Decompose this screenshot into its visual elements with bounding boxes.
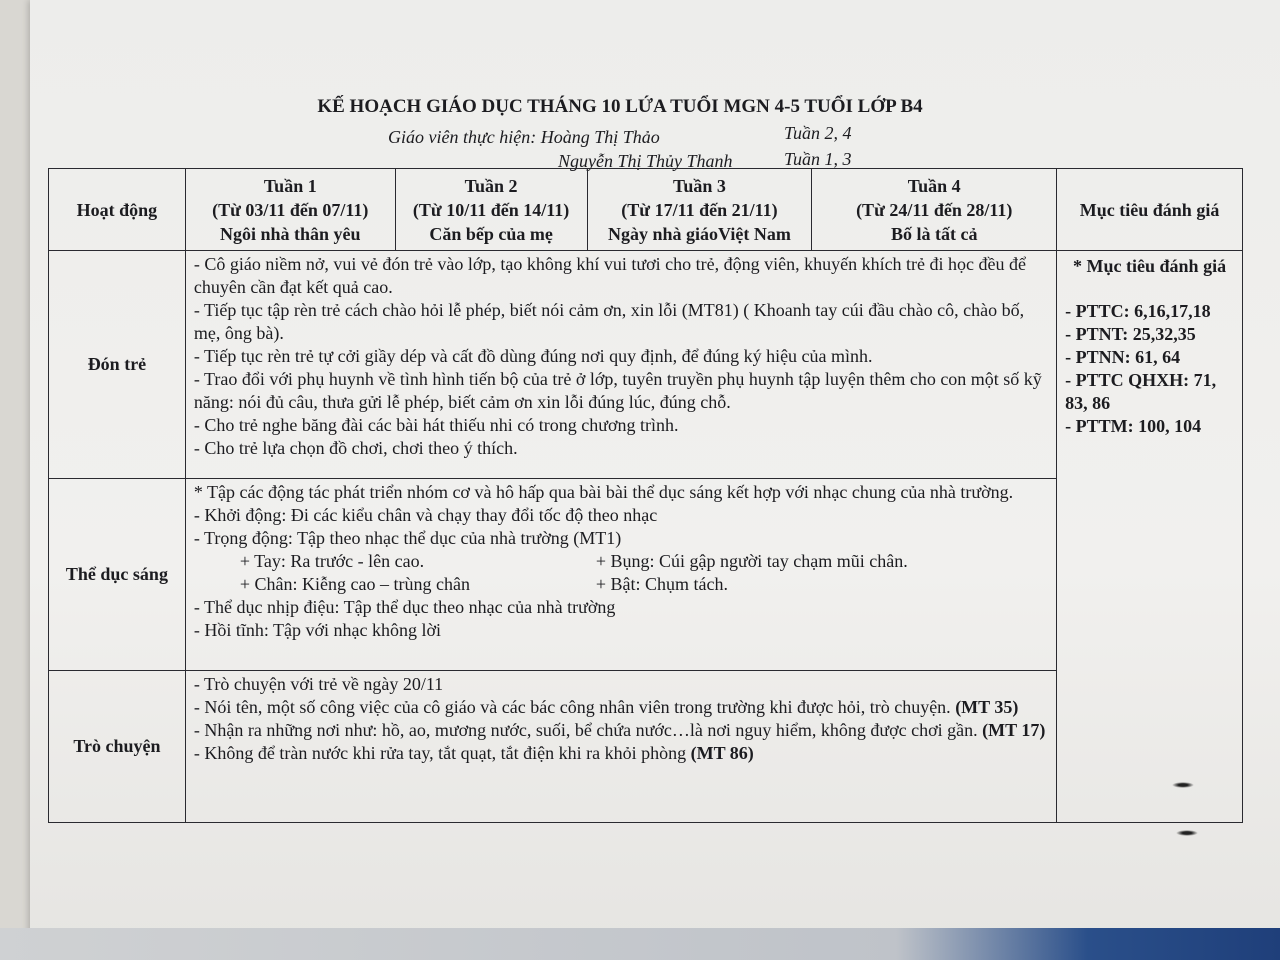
teacher-line-1 xyxy=(388,127,660,148)
mt-tag: (MT 35) xyxy=(955,697,1019,717)
goal-item: - PTTC: 6,16,17,18 xyxy=(1065,301,1211,321)
goal-item: - PTNT: 25,32,35 xyxy=(1065,324,1196,344)
content-line: - Khởi động: Đi các kiểu chân và chạy thay đổi tốc độ theo nhạc xyxy=(193,505,658,525)
week-range: (Từ 10/11 đến 14/11) xyxy=(412,199,570,220)
activity-label-the-duc-sang: Thể dục sáng xyxy=(49,479,186,671)
content-line: - Trò chuyện với trẻ về ngày 20/11 xyxy=(193,674,444,694)
teacher-name-1: Giáo viên thực hiện: Hoàng Thị Thảo xyxy=(388,127,660,147)
teacher-name-2: Nguyễn Thị Thủy Thanh xyxy=(558,151,733,171)
mt-tag: (MT 17) xyxy=(982,720,1046,740)
goal-item: - PTTC QHXH: 71, 83, 86 xyxy=(1065,370,1217,413)
content-tro-chuyen xyxy=(185,671,1056,823)
header-week-3 xyxy=(587,169,812,251)
week-theme: Ngày nhà giáoViệt Nam xyxy=(608,223,791,244)
content-line: - Hồi tĩnh: Tập với nhạc không lời xyxy=(193,620,442,640)
content-line: - Cô giáo niềm nở, vui vẻ đón trẻ vào lớp, tạo không khí vui tươi cho trẻ, động viên, khuyến khích trẻ đi học đều để chuyên cần đạt kết quả cao. xyxy=(193,254,1027,297)
document-title: KẾ HOẠCH GIÁO DỤC THÁNG 10 LỨA TUỔI MGN 4-5 TUỔI LỚP B4 xyxy=(317,96,923,117)
row-don-tre xyxy=(49,251,1243,479)
week-name: Tuần 1 xyxy=(263,175,317,196)
content-text: - Nói tên, một số công việc của cô giáo và các bác công nhân viên trong trường khi được hỏi, trò chuyện. xyxy=(193,697,951,717)
background-surface xyxy=(0,928,1280,960)
lesson-plan-table xyxy=(48,168,1243,823)
content-line: - Trao đổi với phụ huynh về tình hình tiến bộ của trẻ ở lớp, tuyên truyền phụ huynh tập luyện thêm cho con một số kỹ năng: nói đủ câu, thưa gửi lễ phép, biết cảm ơn xin lỗi đúng lúc, đúng chỗ. xyxy=(193,369,1042,412)
content-text: - Nhận ra những nơi như: hồ, ao, mương nước, suối, bể chứa nước…là nơi nguy hiểm, không được chơi gần. xyxy=(193,720,978,740)
content-line: - Tiếp tục tập rèn trẻ cách chào hỏi lễ phép, biết nói cảm ơn, xin lỗi (MT81) ( Khoanh tay cúi đầu chào cô, chào bố, mẹ, ông bà). xyxy=(193,300,1025,343)
content-text: - Không để tràn nước khi rửa tay, tắt quạt, tắt điện khi ra khỏi phòng xyxy=(193,743,687,763)
content-line: * Tập các động tác phát triển nhóm cơ và hô hấp qua bài bài thể dục sáng kết hợp với nhạc chung của nhà trường. xyxy=(193,482,1014,502)
content-line: - Tiếp tục rèn trẻ tự cởi giầy dép và cất đồ dùng đúng nơi quy định, để đúng ký hiệu của mình. xyxy=(193,346,873,366)
goal-item: - PTNN: 61, 64 xyxy=(1065,347,1181,367)
content-line: - Cho trẻ nghe băng đài các bài hát thiếu nhi có trong chương trình. xyxy=(193,415,679,435)
goal-item: - PTTM: 100, 104 xyxy=(1065,416,1202,436)
exercise-bat: + Bật: Chụm tách. xyxy=(595,574,728,594)
exercise-pair xyxy=(194,573,1050,596)
week-name: Tuần 3 xyxy=(672,175,726,196)
header-goals: Mục tiêu đánh giá xyxy=(1057,169,1243,251)
header-row xyxy=(49,169,1243,251)
header-week-4 xyxy=(812,169,1057,251)
activity-label-tro-chuyen: Trò chuyện xyxy=(49,671,186,823)
exercise-chan: + Chân: Kiễng cao – trùng chân xyxy=(239,574,470,594)
week-theme: Bố là tất cả xyxy=(890,223,978,244)
mt-tag: (MT 86) xyxy=(690,743,754,763)
week-range: (Từ 03/11 đến 07/11) xyxy=(212,199,369,220)
week-theme: Căn bếp của mẹ xyxy=(429,223,553,244)
content-the-duc-sang xyxy=(185,479,1056,671)
week-range: (Từ 17/11 đến 21/11) xyxy=(621,199,778,220)
content-line xyxy=(194,719,1050,742)
content-line xyxy=(194,742,1050,765)
exercise-pair xyxy=(194,550,1050,573)
teacher-weeks-2: Tuần 1, 3 xyxy=(784,149,852,169)
week-range: (Từ 24/11 đến 28/11) xyxy=(856,199,1013,220)
header-week-2 xyxy=(395,169,587,251)
week-name: Tuần 2 xyxy=(464,175,518,196)
ink-smudge xyxy=(1172,782,1194,788)
content-line: - Thể dục nhịp điệu: Tập thể dục theo nhạc của nhà trường xyxy=(193,597,616,617)
content-don-tre xyxy=(185,251,1056,479)
header-week-1 xyxy=(185,169,395,251)
exercise-bung: + Bụng: Cúi gập người tay chạm mũi chân. xyxy=(595,551,908,571)
exercise-tay: + Tay: Ra trước - lên cao. xyxy=(239,551,425,571)
content-line xyxy=(194,696,1050,719)
content-line: - Trọng động: Tập theo nhạc thể dục của nhà trường (MT1) xyxy=(193,528,622,548)
content-line: - Cho trẻ lựa chọn đồ chơi, chơi theo ý thích. xyxy=(193,438,518,458)
week-theme: Ngôi nhà thân yêu xyxy=(219,223,361,244)
activity-label-don-tre: Đón trẻ xyxy=(49,251,186,479)
goals-cell xyxy=(1057,251,1243,823)
week-name: Tuần 4 xyxy=(907,175,961,196)
header-activity: Hoạt động xyxy=(49,169,186,251)
ink-smudge xyxy=(1176,830,1198,836)
teacher-weeks-1: Tuần 2, 4 xyxy=(784,123,852,143)
goals-title: * Mục tiêu đánh giá xyxy=(1073,256,1227,276)
